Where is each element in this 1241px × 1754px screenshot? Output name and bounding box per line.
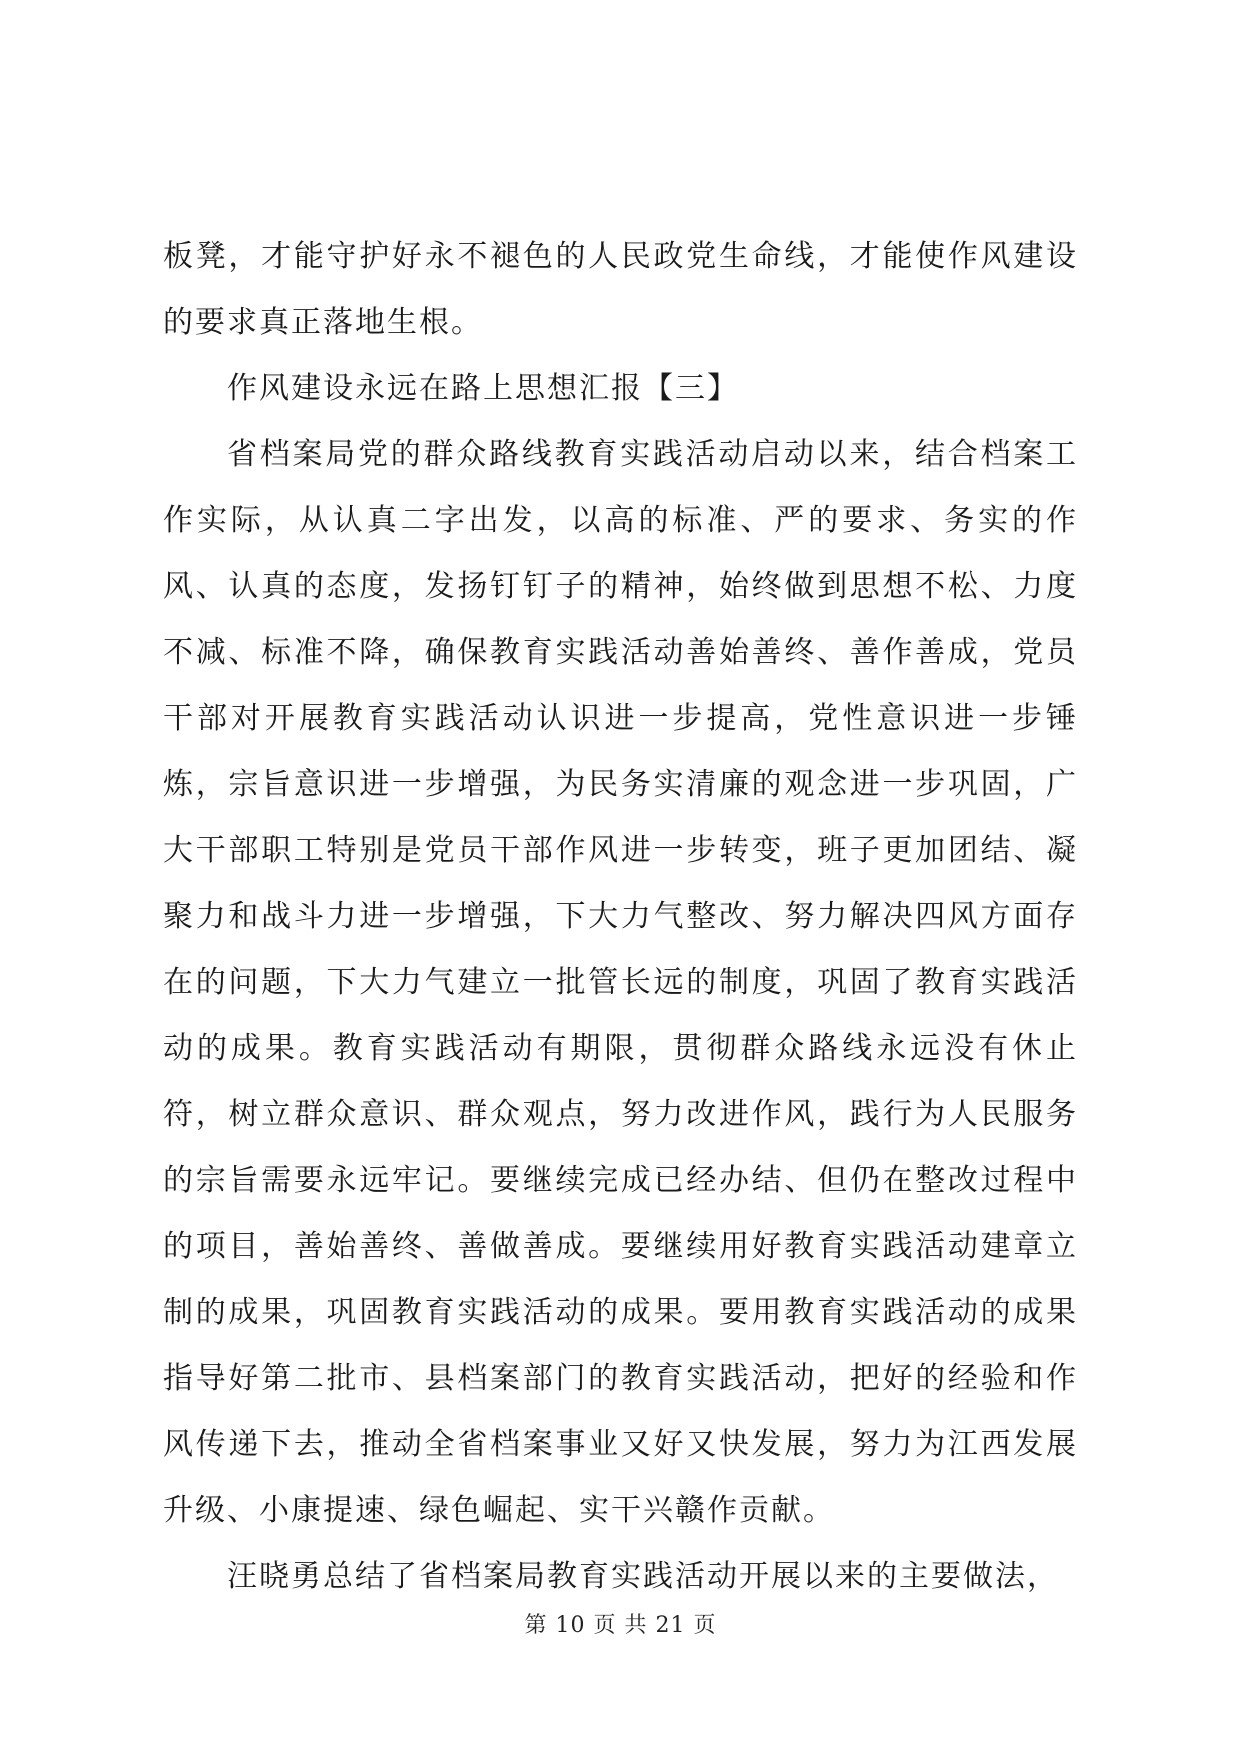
section-heading: 作风建设永远在路上思想汇报【三】: [227, 371, 739, 406]
paragraph-body-last: 汪晓勇总结了省档案局教育实践活动开展以来的主要做法，: [227, 1559, 1059, 1594]
document-body: [163, 224, 1078, 1610]
paragraph-body: 省档案局党的群众路线教育实践活动启动以来，结合档案工作实际，从认真二字出发，以高的标准、严的要求、务实的作风、认真的态度，发扬钉钉子的精神，始终做到思想不松、力度不减、标准不降，确保教育实践活动善始善终、善作善成，党员干部对开展教育实践活动认识进一步提高，党性意识进一步锤炼，宗旨意识进一步增强，为民务实清廉的观念进一步巩固，广大干部职工特别是党员干部作风进一步转变，班子更加团结、凝聚力和战斗力进一步增强，下大力气整改、努力解决四风方面存在的问题，下大力气建立一批管长远的制度，巩固了教育实践活动的成果。教育实践活动有期限，贯彻群众路线永远没有休止符，树立群众意识、群众观点，努力改进作风，践行为人民服务的宗旨需要永远牢记。要继续完成已经办结、但仍在整改过程中的项目，善始善终、善做善成。要继续用好教育实践活动建章立制的成果，巩固教育实践活动的成果。要用教育实践活动的成果指导好第二批市、县档案部门的教育实践活动，把好的经验和作风传递下去，推动全省档案事业又好又快发展，努力为江西发展升级、小康提速、绿色崛起、实干兴赣作贡献。: [163, 437, 1078, 1528]
paragraph-continuation: 板凳，才能守护好永不褪色的人民政党生命线，才能使作风建设的要求真正落地生根。: [163, 239, 1078, 340]
page-number: 第 10 页 共 21 页: [524, 1613, 717, 1638]
